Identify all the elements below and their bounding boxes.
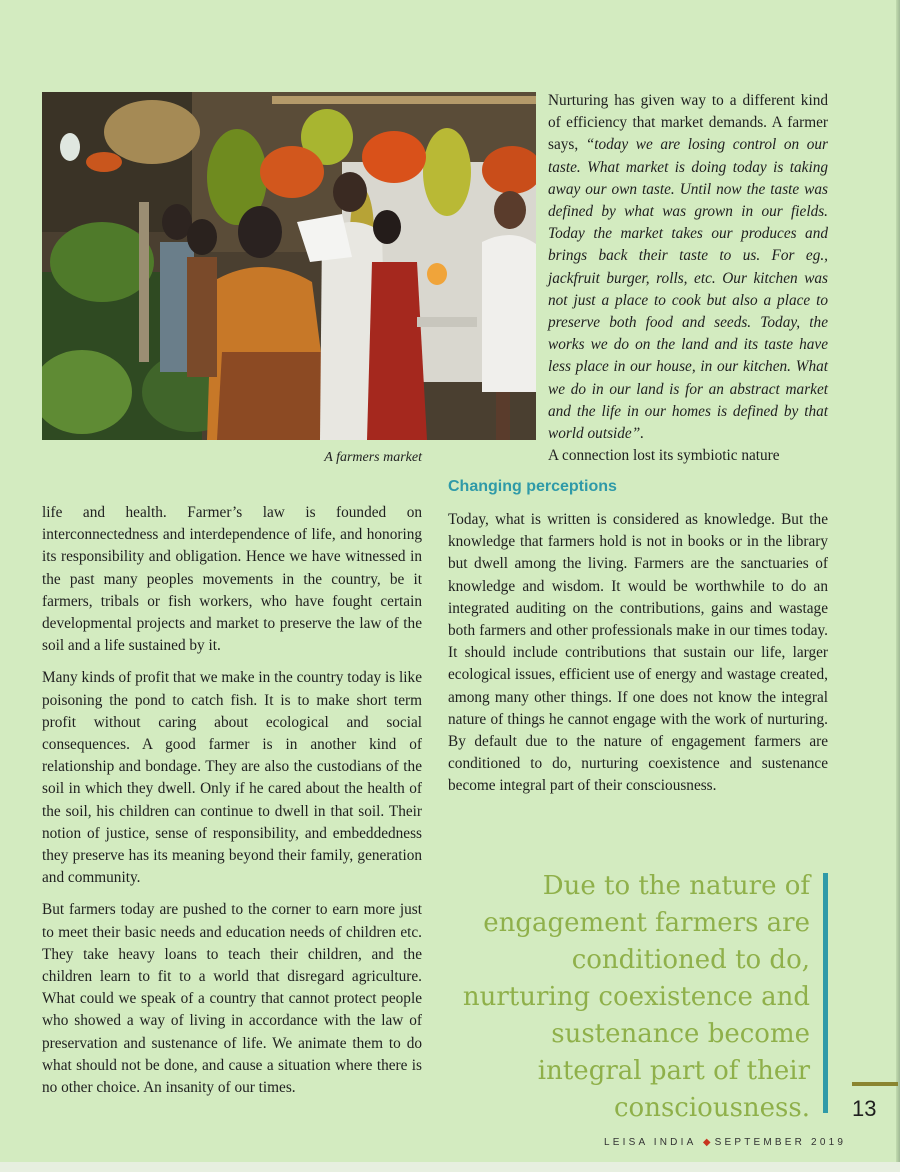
- footer-publication: LEISA INDIA: [604, 1137, 696, 1148]
- page-number: 13: [852, 1096, 877, 1121]
- body-paragraph: life and health. Farmer’s law is founded on interconnectedness and interdependence of life, and honoring its responsibility and obligation. Hence we have witnessed in the past many peoples movements in the country, be it farmers, tribals or fish workers, who have fought certain developmental projects and market to preserve the law of the soil and a life sustained by it.: [42, 504, 422, 655]
- intro-closing-line: A connection lost its symbiotic nature: [548, 447, 780, 465]
- pull-quote-line: conditioned to do,: [571, 945, 810, 975]
- right-column: [448, 509, 828, 798]
- pull-quote-line: Due to the nature of: [542, 871, 810, 901]
- footer-diamond-separator: ◆: [702, 1137, 711, 1148]
- left-column: [42, 502, 422, 1109]
- page-number-rule: [852, 1082, 898, 1086]
- footer: [604, 1137, 846, 1148]
- page-edge: [896, 0, 900, 1172]
- pull-quote-bar: [823, 873, 828, 1113]
- pull-quote-line: sustenance become: [551, 1019, 810, 1049]
- photo-caption: A farmers market: [324, 450, 422, 465]
- farmers-market-photo: [42, 92, 536, 440]
- footer-issue: SEPTEMBER 2019: [714, 1137, 847, 1148]
- pull-quote-line: consciousness.: [613, 1093, 810, 1123]
- pull-quote: [448, 868, 810, 1127]
- body-paragraph: Many kinds of profit that we make in the country today is like poisoning the pond to catch fish. It is to make short term profit without caring about ecological and social consequences. A good farmer is in another kind of relationship and bondage. They are also the custodians of the soil in which they dwell. Only if he cared about the health of the soil, his children can continue to dwell in that soil. Their notion of justice, sense of responsibility, and embeddedness they preserve has its meaning beyond their family, generation and community.: [42, 669, 422, 887]
- farmer-quote: “today we are losing control on our taste. What market is doing today is taking away our own taste. Until now the taste was defined by what was grown in our fields. Today the market takes our produces and brings back their taste to us. For eg., jackfruit burger, rolls, etc. Our kitchen was not just a place to cook but also a place to preserve both food and seeds. Today, the works we do on the land and its taste have less place in our house, in our kitchen. What we do in our land is for an abstract market and the life in our homes is defined by that world outside”.: [548, 136, 828, 443]
- intro-paragraph: [548, 90, 828, 445]
- page-bottom-strip: [0, 1162, 900, 1172]
- pull-quote-line: nurturing coexistence and: [462, 982, 810, 1012]
- body-paragraph: Today, what is written is considered as knowledge. But the knowledge that farmers hold is not in books or in the library but dwell among the living. Farmers are the sanctuaries of knowledge and wisdom. It would be worthwhile to do an integrated auditing on the contributions, gains and wastage both farmers and other professionals make in our times today. It should include contributions that sustain our life, larger ecological issues, efficient use of energy and wastage created, among many other things. If one does not know the integral nature of things he cannot engage with the work of nurturing. By default due to the nature of engagement farmers are conditioned to do, nurturing coexistence and sustenance become integral part of their consciousness.: [448, 511, 828, 795]
- pull-quote-line: integral part of their: [537, 1056, 810, 1086]
- body-paragraph: But farmers today are pushed to the corner to earn more just to meet their basic needs and education needs of children etc. They take heavy loans to teach their children, and the children learn to fit to a world that disregard agriculture. What could we speak of a country that cannot protect people who showed a way of living in accordance with the law of preservation and sustenance of life. We animate them to do what should not be done, and cause a situation where there is no other choice. An insanity of our times.: [42, 901, 422, 1097]
- intro-column: [548, 90, 828, 467]
- intro-lead-text: Nurturing has given way to a different kind of efficiency that market demands. A farmer says,: [548, 92, 828, 154]
- section-heading: Changing perceptions: [448, 478, 617, 495]
- pull-quote-line: engagement farmers are: [483, 908, 810, 938]
